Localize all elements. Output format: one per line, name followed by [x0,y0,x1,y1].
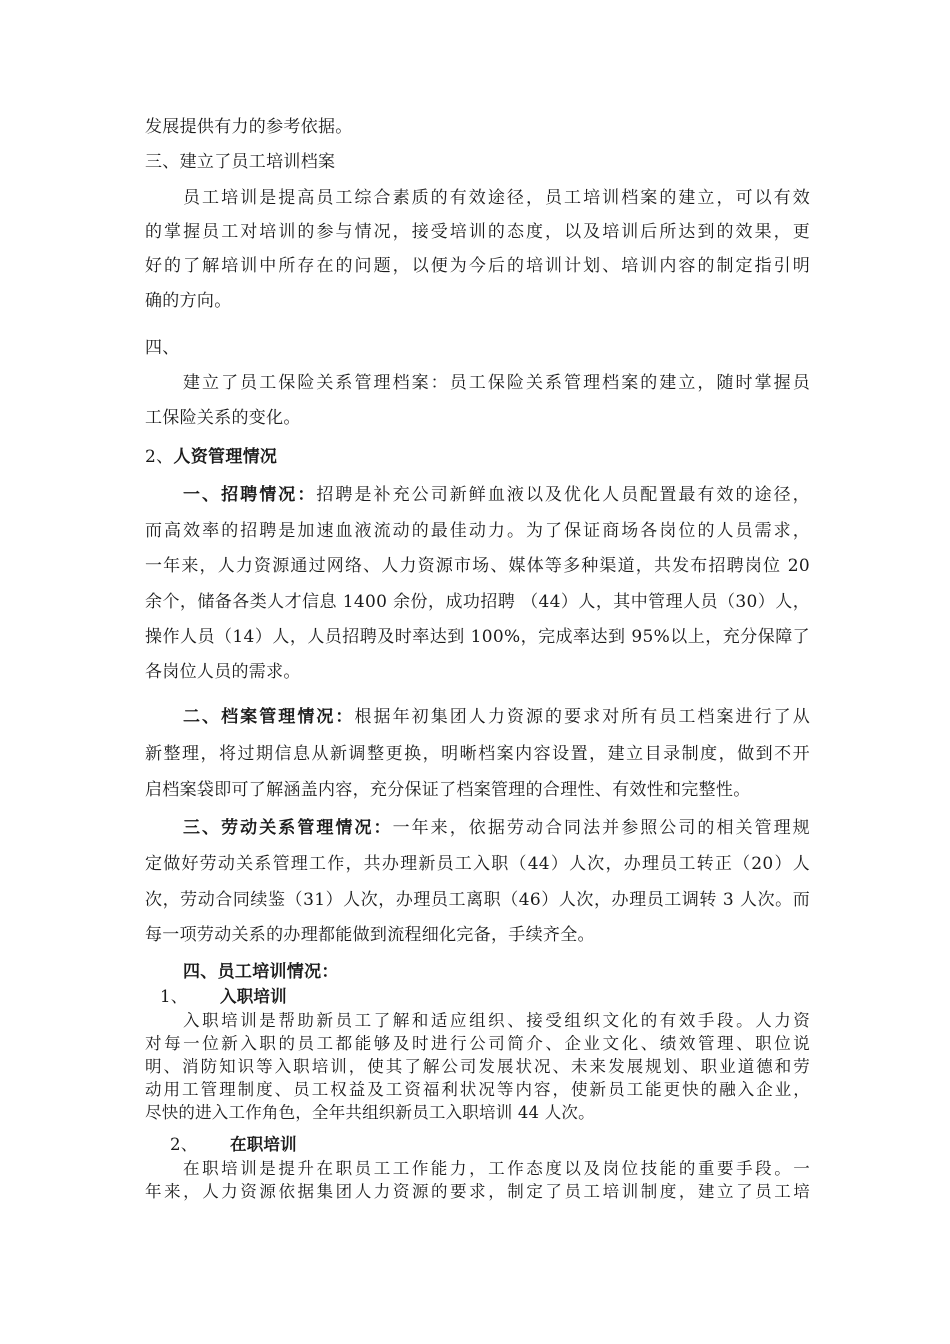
text-line: 动用工管理制度、员工权益及工资福利状况等内容，使新员工能更快的融入企业， [145,1080,810,1099]
text-line: 各岗位人员的需求。 [145,662,301,682]
list-number: 1、 [160,987,188,1006]
text-line: 一年来，人力资源通过网络、人力资源市场、媒体等多种渠道，共发布招聘岗位 20 [145,556,810,576]
text-line: 好的了解培训中所存在的问题，以便为今后的培训计划、培训内容的制定指引明 [145,256,810,276]
text-line: 启档案袋即可了解涵盖内容，充分保证了档案管理的合理性、有效性和完整性。 [145,780,751,800]
text-span: 招聘是补充公司新鲜血液以及优化人员配置最有效的途径， [316,485,810,505]
text-line: 发展提供有力的参考依据。 [145,117,353,137]
text-line: 尽快的进入工作角色，全年共组织新员工入职培训 44 人次。 [145,1103,595,1122]
text-line: 对每一位新入职的员工都能够及时进行公司简介、企业文化、绩效管理、职位说 [145,1034,810,1053]
text-line [183,485,810,505]
list-heading [170,1135,800,1155]
text-line: 在职培训是提升在职员工工作能力，工作态度以及岗位技能的重要手段。一 [183,1159,810,1178]
text-line: 而高效率的招聘是加速血液流动的最佳动力。为了保证商场各岗位的人员需求， [145,521,810,541]
subsection-title: 一、招聘情况： [183,485,317,505]
section-heading: 三、建立了员工培训档案 [145,152,336,172]
text-line: 员工培训是提高员工综合素质的有效途径，员工培训档案的建立，可以有效 [183,188,810,208]
text-span: 根据年初集团人力资源的要求对所有员工档案进行了从 [354,707,811,727]
section-heading: 四、 [145,338,180,358]
subsection-title: 三、劳动关系管理情况： [183,818,393,838]
text-line: 操作人员（14）人，人员招聘及时率达到 100%，完成率达到 95%以上，充分保障了 [145,627,810,647]
text-line: 工保险关系的变化。 [145,408,301,428]
text-line [183,707,810,727]
subsection-title: 四、员工培训情况： [183,962,339,982]
section-number: 2、 [145,447,174,467]
text-line [183,818,810,838]
text-line: 建立了员工保险关系管理档案：员工保险关系管理档案的建立，随时掌握员 [183,373,810,393]
list-title: 入职培训 [220,987,287,1006]
list-number: 2、 [170,1135,198,1154]
text-line: 确的方向。 [145,291,232,311]
list-heading [160,987,800,1007]
text-line: 定做好劳动关系管理工作，共办理新员工入职（44）人次，办理员工转正（20）人 [145,854,810,874]
text-span: 一年来，依据劳动合同法并参照公司的相关管理规 [392,818,810,838]
text-line: 入职培训是帮助新员工了解和适应组织、接受组织文化的有效手段。人力资 [183,1011,810,1030]
text-line: 余个，储备各类人才信息 1400 余份，成功招聘 （44）人，其中管理人员（30）人， [145,592,810,612]
text-line: 次，劳动合同续鉴（31）人次，办理员工离职（46）人次，办理员工调转 3 人次。而 [145,890,810,910]
text-line: 明、消防知识等入职培训，使其了解公司发展状况、未来发展规划、职业道德和劳 [145,1057,810,1076]
text-line: 年来，人力资源依据集团人力资源的要求，制定了员工培训制度，建立了员工培 [145,1182,810,1201]
subsection-title: 二、档案管理情况： [183,707,355,727]
text-line: 每一项劳动关系的办理都能做到流程细化完备，手续齐全。 [145,925,595,945]
subsection-heading [183,962,810,982]
list-title: 在职培训 [230,1135,297,1154]
text-line: 的掌握员工对培训的参与情况，接受培训的态度，以及培训后所达到的效果，更 [145,222,810,242]
section-title: 人资管理情况 [173,447,278,467]
text-line: 新整理，将过期信息从新调整更换，明晰档案内容设置，建立目录制度，做到不开 [145,744,810,764]
section-heading [145,447,810,467]
